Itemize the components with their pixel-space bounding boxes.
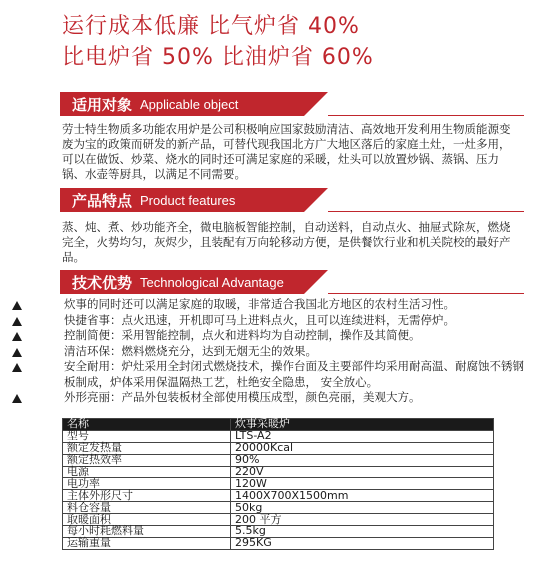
spec-table <box>62 418 494 550</box>
list-item-text: 清洁环保：燃料燃烧充分，达到无烟无尘的效果。 <box>64 343 317 358</box>
list-item <box>12 359 532 390</box>
spec-value: 50kg <box>231 502 494 514</box>
spec-value: 200 平方 <box>231 514 494 526</box>
section-banner-advantage <box>60 270 328 294</box>
list-item-text: 控制简便：采用智能控制，点火和进料均为自动控制，操作及其简便。 <box>64 328 421 342</box>
section-divider <box>328 293 524 294</box>
spec-value: 295KG <box>231 537 494 549</box>
triangle-bullet-icon <box>12 394 22 403</box>
spec-label: 运输重量 <box>63 537 231 549</box>
section-banner-features <box>60 188 328 212</box>
spec-label: 额定发热量 <box>63 442 231 454</box>
list-item <box>12 390 532 406</box>
table-row <box>63 502 494 514</box>
spec-value: 5.5kg <box>231 526 494 538</box>
table-header-cell: 炊事采暖炉 <box>231 419 494 431</box>
list-item-text: 炊事的同时还可以满足家庭的取暖，非常适合我国北方地区的农村生活习性。 <box>64 297 455 311</box>
spec-label: 主体外形尺寸 <box>63 490 231 502</box>
spec-value: 120W <box>231 478 494 490</box>
triangle-bullet-icon <box>12 348 22 357</box>
headline-cost: 运行成本低廉 比气炉省 40% <box>62 14 360 39</box>
spec-label: 型号 <box>63 430 231 442</box>
triangle-bullet-icon <box>12 317 22 326</box>
list-item <box>12 344 532 360</box>
spec-label: 电源 <box>63 466 231 478</box>
section-divider <box>328 115 524 116</box>
spec-value: LTS-A2 <box>231 430 494 442</box>
advantage-list <box>12 297 532 406</box>
triangle-bullet-icon <box>12 301 22 310</box>
features-text: 蒸、炖、煮、炒功能齐全，微电脑板智能控制，自动送料，自动点火、抽屉式除灰，燃烧完全，火势均匀，灰烬少，且装配有万向轮移动方便，是供餐饮行业和机关院校的最好产品。 <box>62 220 511 264</box>
spec-label: 取暖面积 <box>63 514 231 526</box>
section-title-en: Product features <box>140 192 236 208</box>
spec-value: 1400X700X1500mm <box>231 490 494 502</box>
spec-value: 90% <box>231 454 494 466</box>
applicable-text: 劳士特生物质多功能农用炉是公司积极响应国家鼓励清洁、高效地开发利用生物质能源变废为宝的政策而研发的新产品，可替代现我国北方广大地区落后的家庭土灶，一灶多用，可以在做饭、炒菜、烧水的同时还可满足家庭的采暖，灶头可以放置炒锅、蒸锅、压力锅、水壶等厨具，以满足不同需要。 <box>62 122 511 181</box>
list-item-text: 安全耐用：炉灶采用全封闭式燃烧技术，操作台面及主要部件均采用耐高温、耐腐蚀不锈钢板制成，炉体采用保温隔热工艺，杜绝安全隐患， 安全放心。 <box>64 359 524 389</box>
table-row <box>63 526 494 538</box>
section-title-cn: 产品特点 <box>72 191 133 210</box>
section-divider <box>328 211 524 212</box>
table-header-cell: 名称 <box>63 419 231 431</box>
spec-label: 料仓容量 <box>63 502 231 514</box>
section-title-cn: 技术优势 <box>72 273 133 292</box>
headline-savings: 比电炉省 50% 比油炉省 60% <box>62 45 374 70</box>
spec-label: 每小时耗燃料量 <box>63 526 231 538</box>
table-row <box>63 454 494 466</box>
spec-value: 220V <box>231 466 494 478</box>
spec-label: 额定热效率 <box>63 454 231 466</box>
list-item <box>12 313 532 329</box>
section-banner-applicable <box>60 92 328 116</box>
table-row <box>63 490 494 502</box>
list-item-text: 外形亮丽：产品外包装板材全部使用模压成型，颜色亮丽，美观大方。 <box>64 390 421 404</box>
triangle-bullet-icon <box>12 332 22 341</box>
section-title-cn: 适用对象 <box>72 95 133 114</box>
table-row <box>63 537 494 549</box>
spec-label: 电功率 <box>63 478 231 490</box>
table-header-row <box>63 419 494 431</box>
list-item <box>12 328 532 344</box>
table-row <box>63 442 494 454</box>
section-title-en: Applicable object <box>140 96 239 112</box>
table-row <box>63 466 494 478</box>
list-item <box>12 297 532 313</box>
list-item-text: 快捷省事：点火迅速，开机即可马上进料点火，且可以连续进料，无需停炉。 <box>64 312 455 327</box>
spec-value: 20000Kcal <box>231 442 494 454</box>
section-title-en: Technological Advantage <box>140 274 284 290</box>
triangle-bullet-icon <box>12 363 22 372</box>
